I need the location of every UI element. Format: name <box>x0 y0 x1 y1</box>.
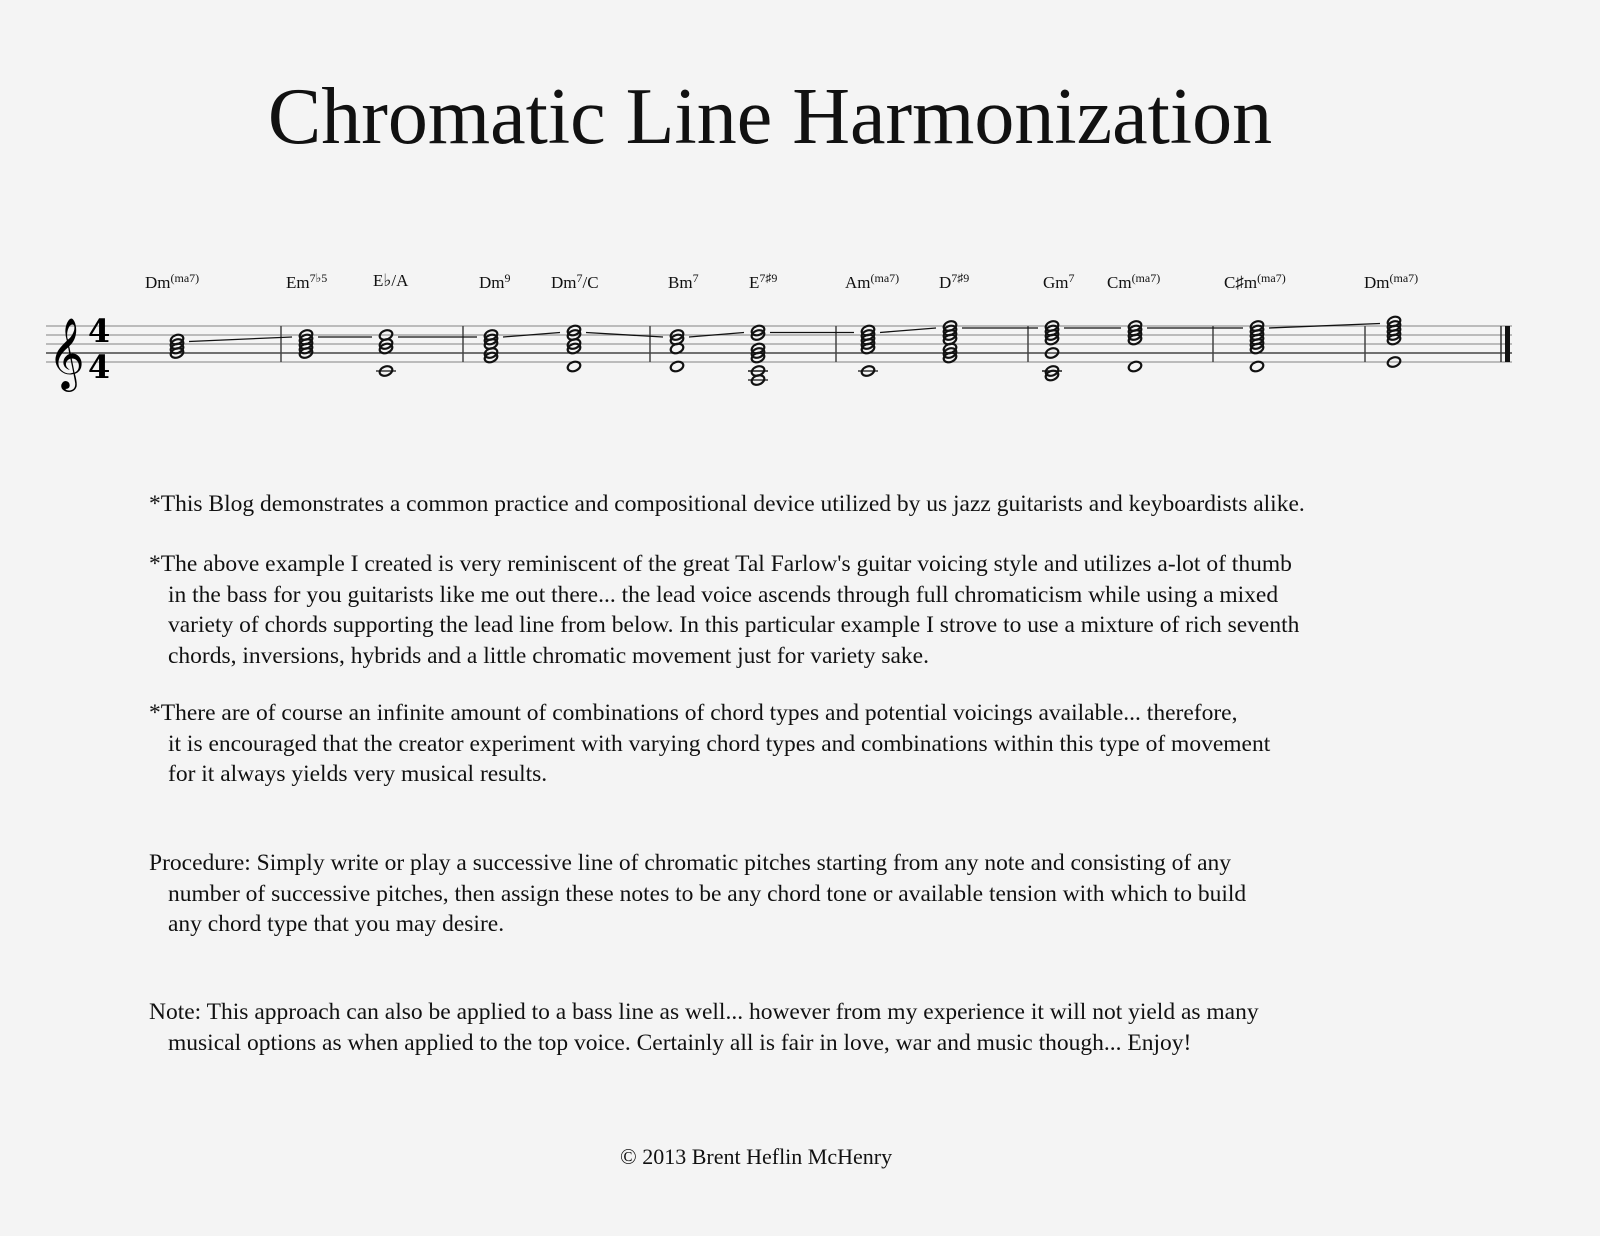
chord-extension: 7 <box>1068 271 1075 285</box>
paragraph <box>149 698 1569 790</box>
chord-root: E♭/A <box>373 271 409 290</box>
chord-symbol <box>1364 271 1418 293</box>
chord-extension: (ma7) <box>870 271 900 285</box>
chord-symbol <box>286 271 327 293</box>
chord-extension: (ma7) <box>1131 271 1161 285</box>
chord-root: Am <box>845 273 871 292</box>
chord-root: Dm <box>1364 273 1390 292</box>
chord-root: D <box>939 273 952 292</box>
chord-symbol <box>479 271 511 293</box>
chord-extension: (ma7) <box>170 271 200 285</box>
chord-extension: 7 <box>692 271 699 285</box>
paragraph <box>149 549 1569 671</box>
chord-extension: 9 <box>504 271 511 285</box>
paragraph-line: Procedure: Simply write or play a successive line of chromatic pitches starting from any note and consisting of any <box>149 850 1232 876</box>
chord-symbol <box>1107 271 1160 293</box>
music-staff <box>0 260 1600 420</box>
page-title: Chromatic Line Harmonization <box>267 73 1273 161</box>
chord-symbol <box>1043 271 1075 293</box>
chord-root: Dm <box>551 273 577 292</box>
chord-root: Gm <box>1043 273 1069 292</box>
chord-symbol <box>551 271 599 293</box>
chord-root: Em <box>286 273 310 292</box>
time-signature: 4 <box>88 312 111 350</box>
voice-leading-line <box>189 337 292 342</box>
paragraph <box>149 489 1569 520</box>
chord-root: Dm <box>479 273 505 292</box>
chord-root: Bm <box>668 273 693 292</box>
chord-symbol <box>1224 271 1286 293</box>
chord-root: E <box>749 273 760 292</box>
chord-symbol <box>668 271 699 293</box>
paragraph <box>149 848 1569 940</box>
paragraph-line: chords, inversions, hybrids and a little chromatic movement just for variety sake. <box>168 642 929 669</box>
chord-symbol <box>145 271 199 293</box>
paragraph-line: it is encouraged that the creator experiment with varying chord types and combinations within this type of movement <box>168 730 1271 757</box>
chord-symbol <box>749 271 777 293</box>
voice-leading-line <box>880 328 936 333</box>
paragraph-line: Note: This approach can also be applied to a bass line as well... however from my experience it will not yield as many <box>149 999 1259 1025</box>
paragraph-line: *The above example I created is very reminiscent of the great Tal Farlow's guitar voicing style and utilizes a-lot of thumb <box>149 551 1292 577</box>
paragraph-line: any chord type that you may desire. <box>168 911 505 937</box>
chord-root: Dm <box>145 273 171 292</box>
chord-symbol <box>845 271 899 293</box>
chord-extension: 7♯9 <box>759 271 778 285</box>
chord-extension: (ma7) <box>1389 271 1419 285</box>
chord-root: C♯m <box>1224 273 1258 292</box>
paragraph-line: number of successive pitches, then assign these notes to be any chord tone or available tension with which to build <box>168 880 1247 907</box>
final-barline <box>1505 326 1510 362</box>
treble-clef-icon: 𝄞 <box>48 316 85 389</box>
paragraph-line: musical options as when applied to the top voice. Certainly all is fair in love, war and music though... Enjoy! <box>168 1029 1192 1056</box>
time-signature: 4 <box>88 348 111 386</box>
chord-root: Cm <box>1107 273 1132 292</box>
chord-extension: 7♯9 <box>951 271 970 285</box>
chord-symbol <box>939 271 969 293</box>
chord-bass: /C <box>582 273 599 292</box>
chord-extension: 7 <box>576 271 583 285</box>
chord-extension: 7♭5 <box>309 271 328 285</box>
chord-symbol <box>373 271 408 291</box>
copyright: © 2013 Brent Heflin McHenry <box>620 1144 893 1169</box>
paragraph-line: for it always yields very musical results. <box>168 761 548 787</box>
paragraph <box>149 997 1569 1058</box>
chord-extension: (ma7) <box>1257 271 1286 285</box>
paragraph-line: *There are of course an infinite amount of combinations of chord types and potential voicings available... therefore, <box>149 700 1238 726</box>
paragraph-line: *This Blog demonstrates a common practice and compositional device utilized by us jazz guitarists and keyboardists alike. <box>149 491 1305 517</box>
paragraph-line: variety of chords supporting the lead line from below. In this particular example I strove to use a mixture of rich seventh <box>168 612 1300 638</box>
paragraph-line: in the bass for you guitarists like me out there... the lead voice ascends through full chromaticism while using a mixed <box>168 581 1279 608</box>
